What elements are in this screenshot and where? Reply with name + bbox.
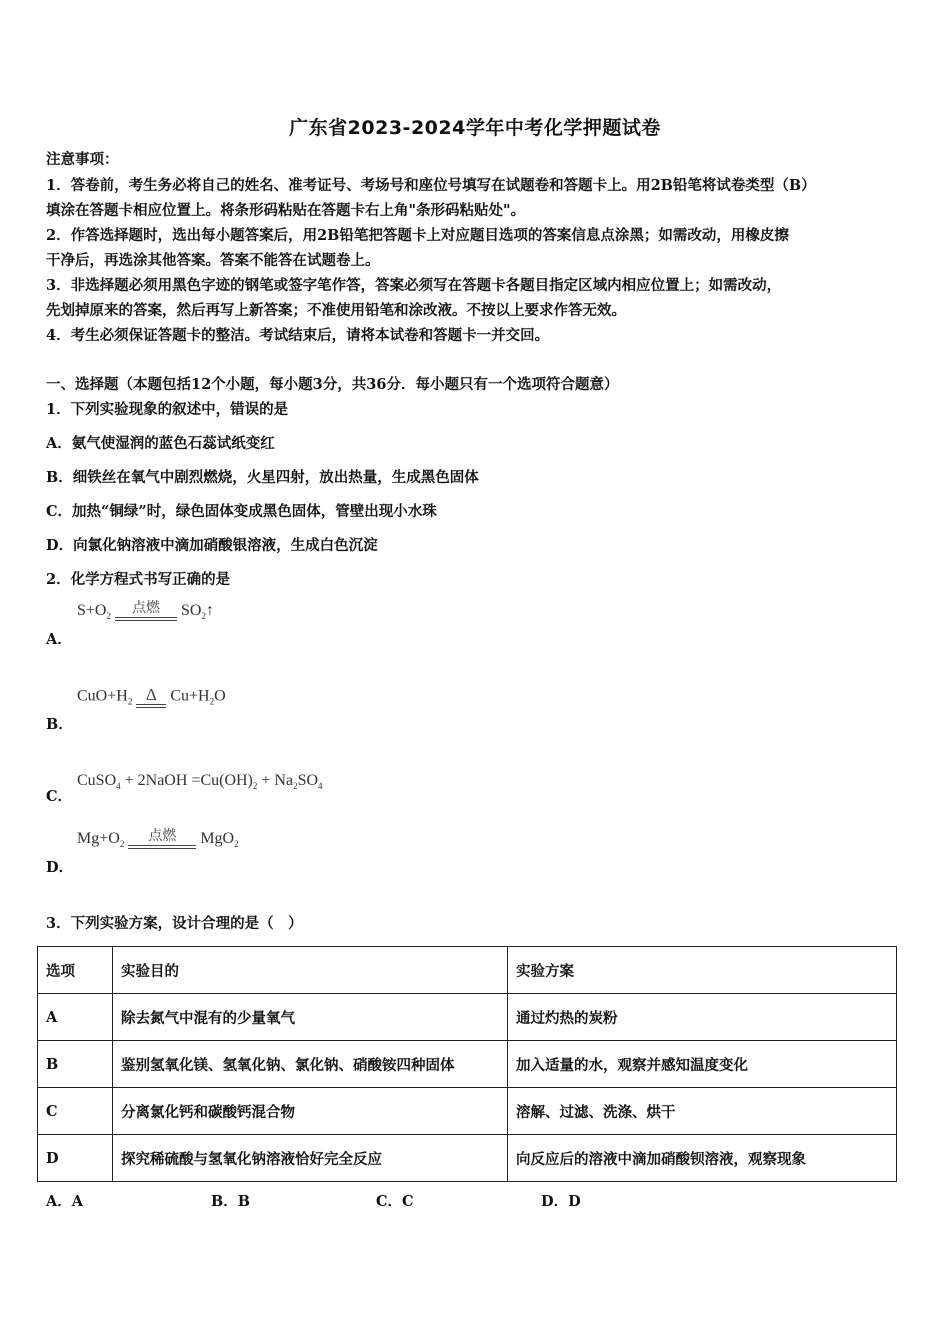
table-row [38,994,897,1041]
question-1-option-c: C．加热“铜绿”时，绿色固体变成黑色固体，管壁出现小水珠 [46,503,437,520]
notice-line: 1．答卷前，考生务必将自己的姓名、准考证号、考场号和座位号填写在试题卷和答题卡上。用2B铅笔将试卷类型（B） [46,177,816,194]
table-row [38,1135,897,1182]
answer-option-c: C．C [376,1193,414,1210]
table-cell: D [38,1135,113,1182]
table-cell: 加入适量的水，观察并感知温度变化 [508,1041,897,1088]
question-1-option-d: D．向氯化钠溶液中滴加硝酸银溶液，生成白色沉淀 [46,537,378,554]
table-cell: A [38,994,113,1041]
table-cell: 除去氮气中混有的少量氧气 [113,994,508,1041]
table-cell: 探究稀硫酸与氢氧化钠溶液恰好完全反应 [113,1135,508,1182]
question-2-label-a: A． [46,631,72,648]
equation-d: $Mg+O_2$ 点燃 MgO$_2$ [77,829,239,850]
question-2-label-c: C． [46,788,73,805]
question-2-stem: 2．化学方程式书写正确的是 [46,571,231,588]
notice-line: 先划掉原来的答案，然后再写上新答案；不准使用铅笔和涂改液。不按以上要求作答无效。 [46,302,626,319]
answer-option-b: B．B [211,1193,251,1210]
section-heading: 一、选择题（本题包括12个小题，每小题3分，共36分．每小题只有一个选项符合题意） [46,376,619,393]
table-cell: 溶解、过滤、洗涤、烘干 [508,1088,897,1135]
equation-c: CuSO$_4$ + 2NaOH $=Cu(OH)_2 + Na_2SO_4$ [77,772,323,791]
equation-a: $S+O_2$ 点燃 $SO_2↑$ [77,601,214,622]
question-2-label-d: D． [46,859,74,876]
notice-line: 3．非选择题必须用黑色字迹的钢笔或签字笔作答，答案必须写在答题卡各题目指定区域内相应位置上；如需改动， [46,277,782,294]
table-header-cell: 选项 [38,947,113,994]
notice-heading: 注意事项： [46,151,119,168]
question-1-stem: 1．下列实验现象的叙述中，错误的是 [46,401,289,418]
page-title: 广东省2023-2024学年中考化学押题试卷 [289,117,661,139]
table-cell: C [38,1088,113,1135]
answer-option-a: A．A [46,1193,84,1210]
question-1-option-b: B．细铁丝在氧气中剧烈燃烧，火星四射，放出热量，生成黑色固体 [46,469,479,486]
table-cell: B [38,1041,113,1088]
table-header-cell: 实验目的 [113,947,508,994]
table-header-row [38,947,897,994]
notice-line: 干净后，再选涂其他答案。答案不能答在试题卷上。 [46,252,380,269]
table-cell: 通过灼热的炭粉 [508,994,897,1041]
table-header-cell: 实验方案 [508,947,897,994]
answer-option-d: D．D [541,1193,581,1210]
notice-line: 4．考生必须保证答题卡的整洁。考试结束后，请将本试卷和答题卡一并交回。 [46,327,550,344]
question-1-option-a: A．氨气使湿润的蓝色石蕊试纸变红 [46,435,275,452]
question-3-table [37,946,897,1182]
question-2-label-b: B． [46,716,73,733]
equation-b: $CuO+H_2$ Δ $Cu+H_2O$ [77,685,226,707]
table-row [38,1088,897,1135]
question-3-stem: 3．下列实验方案，设计合理的是（ ） [46,915,303,932]
notice-line: 2．作答选择题时，选出每小题答案后，用2B铅笔把答题卡上对应题目选项的答案信息点涂黑；如需改动，用橡皮擦 [46,227,789,244]
notice-line: 填涂在答题卡相应位置上。将条形码粘贴在答题卡右上角"条形码粘贴处"。 [46,202,526,219]
table-cell: 分离氯化钙和碳酸钙混合物 [113,1088,508,1135]
table-cell: 向反应后的溶液中滴加硝酸钡溶液，观察现象 [508,1135,897,1182]
table-row [38,1041,897,1088]
table-cell: 鉴别氢氧化镁、氢氧化钠、氯化钠、硝酸铵四种固体 [113,1041,508,1088]
